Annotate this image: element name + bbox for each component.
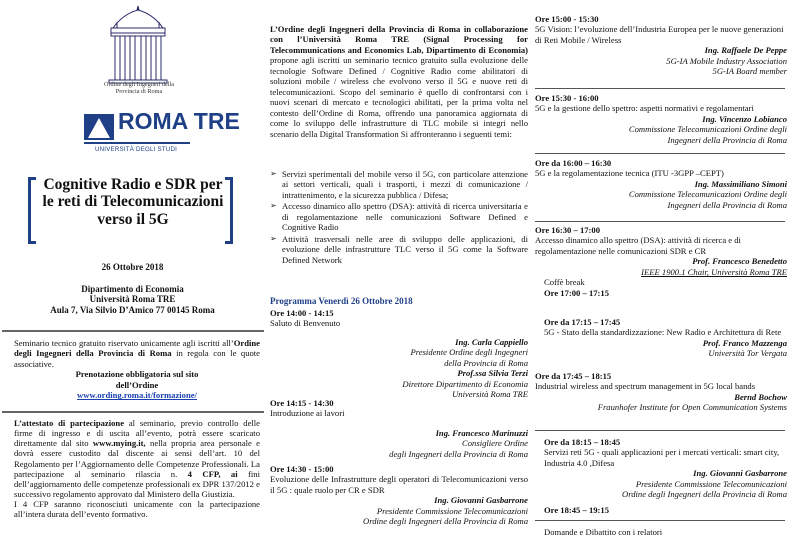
section-divider	[535, 153, 785, 154]
ordine-logo-caption: Ordine degli Ingegneri della Provincia di Roma	[104, 81, 174, 95]
speaker-name: Prof. Franco Mazzenga	[702, 337, 787, 348]
session-title: Saluto di Benvenuto	[270, 318, 341, 329]
arrow-bullet-icon: ➢	[270, 233, 277, 243]
session-title: Introduzione ai lavori	[270, 408, 345, 419]
speaker-role: 5G-IA Board member	[712, 66, 787, 77]
topic-item: ➢ Servizi sperimentali del mobile verso il 5G, con particolare attenzione ai settori verticali, quali i trasporti, i mezzi di comunicazione / intrattenimento, e la sicurezza pubblica / Difesa;	[270, 169, 528, 200]
certificate-text-a: al seminario, previo controllo delle firme di ingresso e di uscita all’evento, potrà essere scaricato direttamente dal sito	[14, 418, 260, 449]
certificate-label: L’attestato di partecipazione	[14, 418, 125, 428]
session	[535, 158, 787, 210]
arrow-bullet-icon: ➢	[270, 201, 277, 211]
session-time: Ore da 17:15 – 17:45	[544, 317, 621, 327]
session	[535, 505, 787, 515]
topic-item: ➢ Accesso dinamico allo spettro (DSA): attività di ricerca universitaria e di regolamentazione nelle comunicazioni Software Defined e Cognitive Radio	[270, 201, 528, 233]
session-title: Domande e Dibattito con i relatori	[544, 527, 663, 537]
venue-address: Aula 7, Via Silvio D’Amico 77 00145 Roma	[50, 304, 215, 315]
session-time: Ore 14:00 - 14:15	[270, 308, 334, 318]
booking-link[interactable]: www.ording.roma.it/formazione/	[77, 390, 197, 401]
arrow-bullet-icon: ➢	[270, 169, 277, 178]
speaker-name: Prof. Francesco Benedetto	[692, 256, 787, 267]
speaker-name: Ing. Carla Cappiello	[455, 336, 528, 347]
speaker-role: Commissione Telecomunicazioni Ordine degli	[628, 189, 787, 200]
session-title: Evoluzione delle Infrastrutture degli operatori di Telecomunicazioni verso il 5G : quale ruolo per CR e SDR	[270, 474, 528, 495]
program-title: Programma Venerdì 26 Ottobre 2018	[270, 296, 413, 306]
section-divider	[535, 221, 785, 222]
speaker-name: Ing. Giovanni Gasbarrone	[434, 495, 528, 506]
speaker-role: Presidente Commissione Telecomunicazioni	[635, 478, 787, 489]
session	[270, 308, 528, 400]
speaker-name: Bernd Bochow	[734, 391, 787, 402]
session	[535, 93, 787, 145]
session-time: Ore 15:00 - 15:30	[535, 14, 599, 24]
intro-text: propone agli iscritti un seminario tecnico gratuito sulla evoluzione delle tecnologie Software Defined / Cognitive Radio come abilitatori di soluzioni mobile / wireless che evolvono verso il 5G e nuove reti di telecomunicazioni. Scopo del seminario è quello di confrontarsi con i nuovi scenari di mercato e tecnologici abilitati, per la prima volta nel contesto dell’Ordine di Roma, offrendo una panoramica aggiornata di come lo sviluppo delle infrastrutture di TLC mobile si integri nello scenario della Digital Transformation Si affronteranno i seguenti temi:	[270, 55, 528, 139]
divider-top	[2, 330, 264, 332]
seminar-intro	[270, 24, 528, 139]
coffee-break-label: Coffè break	[544, 277, 585, 288]
speaker-role: degli Ingegneri della Provincia di Roma	[389, 448, 528, 459]
title-bracket-right	[225, 177, 233, 244]
speaker-name: Ing. Giovanni Gasbarrone	[693, 468, 787, 479]
event-date: 26 Ottobre 2018	[101, 262, 164, 272]
booking-line2: dell’Ordine	[115, 379, 159, 390]
topics-list	[270, 169, 528, 266]
session	[535, 527, 787, 537]
speaker-role: Presidente Commissione Telecomunicazioni	[376, 505, 528, 516]
session	[535, 437, 787, 500]
session	[270, 398, 528, 459]
section-divider	[535, 430, 785, 431]
topic-item: ➢ Attività trasversali nelle aree di sviluppo delle applicazioni, di evoluzione delle infrastrutture TLC verso il 5G come la Software Defined Network	[270, 233, 528, 265]
mying-site: www.mying.it,	[92, 438, 146, 449]
intro-organizers: L’Ordine degli Ingegneri della Provincia di Roma in collaborazione con l’Università Roma TRE (Signal Processing for Telecommunications and Economics Lab, Dipartimento di Economia)	[270, 24, 528, 55]
certificate-text-b: nella propria area personale e dovrà essere custodito dal discente ai sensi dell’art. 10 del Regolamento per l’Aggiornamento delle Competenze Professionali. La partecipazione al seminario rilascia n.	[14, 438, 260, 479]
speaker-role: Direttore Dipartimento di Economia	[402, 378, 528, 389]
speaker-name: Ing. Vincenzo Lobianco	[702, 113, 787, 124]
event-title: Cognitive Radio e SDR per le reti di Telecomunicazioni verso il 5G	[42, 176, 224, 228]
session-time: Ore 16:30 – 17:00	[535, 225, 600, 235]
registration-ordine: Ordine degli Ingegneri della Provincia di Roma	[14, 338, 260, 359]
session-title: Industrial wireless and spectrum management in 5G local bands	[535, 381, 756, 392]
speaker-role: Fraunhofer Institute for Open Communication Systems	[597, 402, 787, 413]
venue-university: Università Roma TRE	[89, 294, 176, 305]
speaker-role: Ordine degli Ingegneri della Provincia di Roma	[363, 516, 528, 527]
speaker-role: della Provincia di Roma	[444, 357, 528, 368]
speaker-role: Università Roma TRE	[452, 389, 528, 400]
session	[535, 225, 787, 298]
speaker-role: IEEE 1900.1 Chair, Università Roma TRE	[641, 266, 787, 277]
divider-bottom	[2, 411, 264, 413]
session	[270, 464, 528, 527]
session-title: 5G e la gestione dello spettro: aspetti normativi e regolamentari	[535, 103, 754, 114]
roma-tre-wordmark: ROMA TRE	[118, 108, 240, 134]
roma-tre-subtitle: UNIVERSITÀ DEGLI STUDI	[94, 146, 178, 153]
speaker-name: Ing. Raffaele De Peppe	[704, 45, 787, 56]
session-time: Ore 14:30 - 15:00	[270, 464, 334, 474]
right-column	[535, 0, 800, 544]
speaker-role: Ingegneri della Provincia di Roma	[667, 199, 787, 210]
session-time: Ore 15:30 - 16:00	[535, 93, 599, 103]
speaker-role: Consigliere Ordine	[462, 438, 528, 449]
venue-department: Dipartimento di Economia	[81, 284, 184, 294]
speaker-name: Prof.ssa Silvia Terzi	[457, 368, 528, 379]
certificate-info	[14, 418, 260, 519]
registration-text: Seminario tecnico gratuito riservato unicamente agli iscritti all’	[14, 338, 234, 348]
speaker-role: Ingegneri della Provincia di Roma	[667, 134, 787, 145]
session-title: Servizi reti 5G - quali applicazioni per i mercati verticali: smart city, Industria 4.0 ,Difesa	[544, 447, 780, 468]
session-time: Ore da 18:15 – 18:45	[544, 437, 621, 447]
section-divider	[535, 520, 785, 521]
session-title: 5G Vision: l’evoluzione dell’Industria Europea per le nuove generazioni di Reti Mobile / Wireless	[535, 24, 784, 45]
session-time: Ore da 17:45 – 18:15	[535, 371, 612, 381]
certificate-text-c: fini dell’aggiornamento delle competenze professionali ex DPR 137/2012 e successivo regolamento approvato dal Ministero della Giustizia.	[14, 468, 260, 499]
section-divider	[535, 88, 785, 89]
speaker-role: 5G-IA Mobile Industry Association	[666, 55, 787, 66]
speaker-role: Ordine degli Ingegneri della Provincia di Roma	[622, 489, 787, 500]
booking-line1: Prenotazione obbligatoria sul sito	[75, 369, 199, 380]
session-title: Accesso dinamico allo spettro (DSA): attività di ricerca e di regolamentazione nelle comunicazioni SDR e CR	[535, 235, 741, 256]
title-bracket-left	[28, 177, 36, 244]
speaker-role: Presidente Ordine degli Ingegneri	[410, 347, 528, 358]
event-venue	[0, 284, 265, 315]
session-title: 5G e la regolamentazione tecnica (ITU -3GPP –CEPT)	[535, 168, 724, 179]
registration-info	[14, 338, 260, 401]
session-time: Ore 18:45 – 19:15	[544, 505, 609, 515]
session-title: 5G - Stato della standardizzazione: New Radio e Architettura di Rete	[544, 327, 782, 338]
session-time: Ore da 16:00 – 16:30	[535, 158, 612, 168]
speaker-role: Commissione Telecomunicazioni Ordine degli	[628, 124, 787, 135]
session-time: Ore 14:15 - 14:30	[270, 398, 334, 408]
middle-column	[270, 0, 532, 544]
registration-text-end: in regola con le quote associative.	[14, 348, 260, 369]
speaker-role: Università Tor Vergata	[708, 348, 787, 359]
cfp-count: 4 CFP, ai	[187, 468, 238, 479]
session	[535, 317, 787, 359]
speaker-name: Ing. Massimiliano Simoni	[694, 178, 787, 189]
certificate-text-d: I 4 CFP saranno riconosciuti unicamente con la partecipazione all’intera durata dell’evento formativo.	[14, 499, 260, 520]
speaker-name: Ing. Francesco Marinuzzi	[435, 427, 528, 438]
left-column	[0, 0, 265, 544]
coffee-break-time: Ore 17:00 – 17:15	[544, 287, 609, 298]
session	[535, 371, 787, 413]
session	[535, 14, 787, 77]
